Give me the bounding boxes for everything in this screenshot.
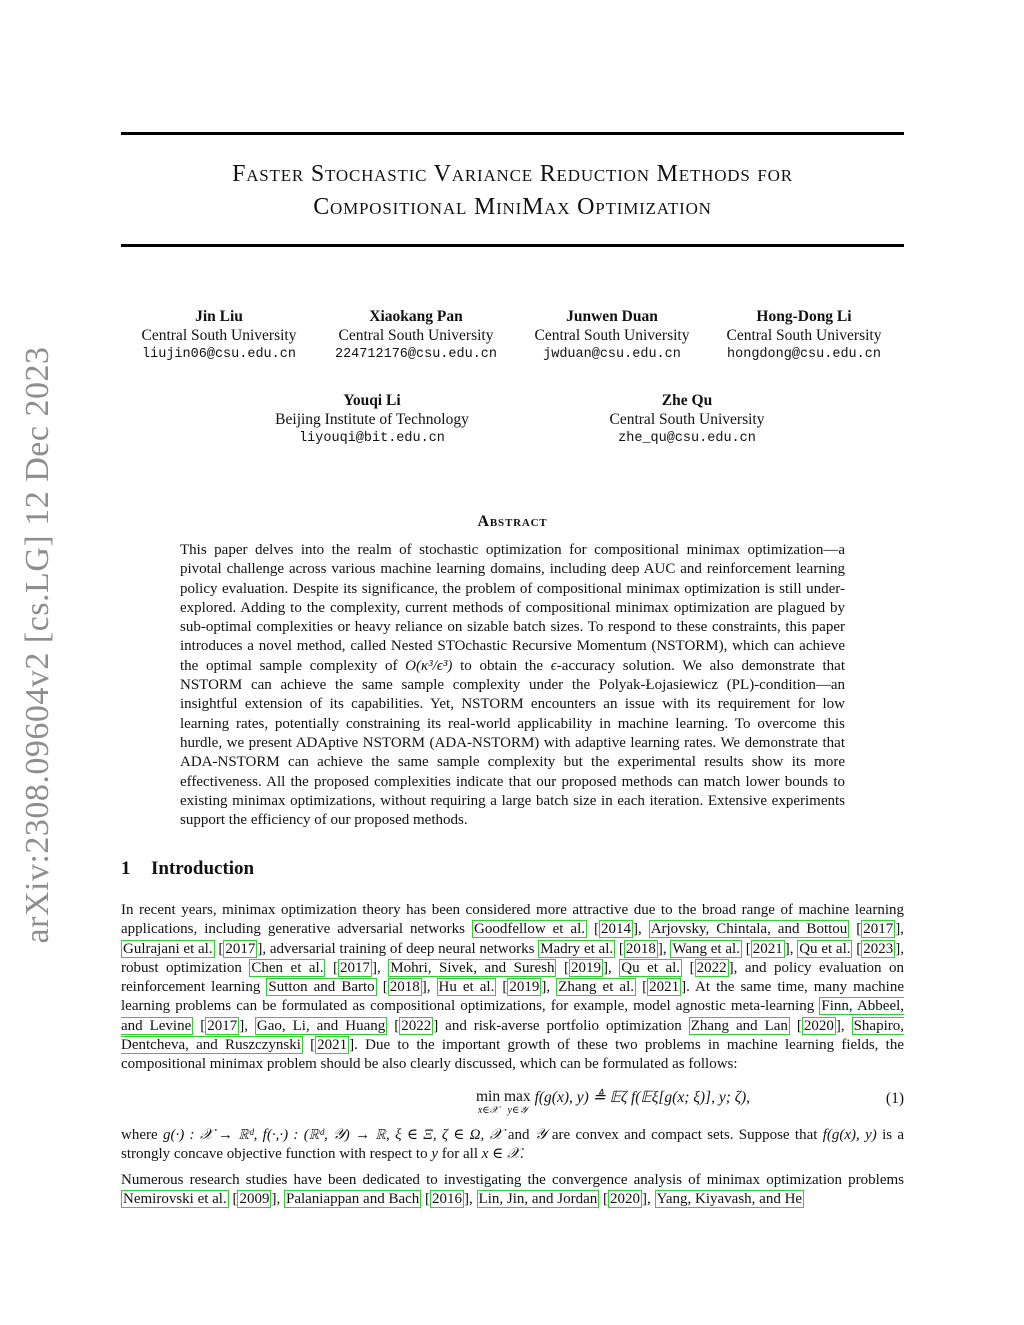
citation-link[interactable]: Wang et al. [672,940,740,957]
citation-year[interactable]: 2017 [863,921,894,938]
author-name: Youqi Li [343,392,401,409]
author-name: Zhe Qu [661,392,713,409]
citation-year[interactable]: 2020 [803,1017,834,1034]
citation-link[interactable]: Zhang and Lan [690,1017,788,1034]
citation-year[interactable]: 2021 [649,979,680,996]
citation-link[interactable]: Gulrajani et al. [123,940,213,957]
citation-link[interactable]: Lin, Jin, and Jordan [478,1191,598,1208]
citation-year[interactable]: 2021 [317,1037,348,1054]
equation-rhs: f(g(x), y) ≜ 𝔼ζ f(𝔼ξ[g(x; ξ)], y; ζ), [534,1089,751,1106]
author-name: Junwen Duan [566,308,658,325]
citation-year[interactable]: 2014 [600,921,631,938]
abstract-part: to obtain the [460,657,544,674]
abstract-text [180,541,845,830]
arxiv-identifier: arXiv:2308.09604v2 [cs.LG] 12 Dec 2023 [19,346,56,944]
citation-link[interactable]: Goodfellow et al. [474,921,585,938]
citation-link[interactable]: Shapiro, Dentcheva, and Ruszczynski [121,1017,905,1054]
citation-link[interactable]: Nemirovski et al. [123,1191,227,1208]
citation-year[interactable]: 2018 [625,940,656,957]
author-email[interactable]: jwduan@csu.edu.cn [543,347,681,362]
author-affiliation: Central South University [534,327,690,344]
author-affiliation: Central South University [338,327,494,344]
citation-year[interactable]: 2017 [207,1017,238,1034]
citation-year[interactable]: 2016 [432,1191,463,1208]
citation-year[interactable]: 2019 [509,979,540,996]
citation-year[interactable]: 2017 [225,940,256,957]
citation-year[interactable]: 2020 [610,1191,641,1208]
min-subscript: x∈𝒳 [477,1105,499,1116]
epsilon-symbol: ϵ [550,657,557,674]
complexity-formula: O(κ³/ϵ³) [405,657,453,674]
citation-link[interactable]: Mohri, Sivek, and Suresh [390,959,555,976]
citation-link[interactable]: Gao, Li, and Huang [256,1017,386,1034]
author-name: Jin Liu [195,308,243,325]
author-block [704,307,904,364]
citation-link[interactable]: Finn, Abbeel, and Levine [121,998,905,1034]
equation-1 [121,1088,904,1118]
author-block [512,307,712,364]
author-email[interactable]: zhe_qu@csu.edu.cn [618,431,756,446]
title-line-2: Compositional MiniMax Optimization [313,194,712,220]
citation-year[interactable]: 2017 [340,959,370,976]
citation-link[interactable]: Chen et al. [251,959,324,976]
intro-paragraph-1: In recent years, minimax optimization theory has been considered more attractive due to the broad range of machine learning applications, including generative adversarial networks Goodfellow et al. [ 2014 ], Arjovsky, Chintala, and Bottou [ 2017 ], Gulrajani et al. [ 2017 ], adversarial training of deep neural networks Madry et al. [ 2018 ], Wang et al. [ 2021 ], Qu et al. [ 2023 ], robust optimization Chen et al. [ 2017 ], Mohri, Sivek, and Suresh [ 2019 ], Qu et al. [ 2022 ], and policy evaluation on reinforcement learning Sutton and Barto [ 2018 ], Hu et al. [ 2019 ], Zhang et al. [ 2021 ]. At the same time, many machine learning problems can be formulated as compositional optimizations, for example, model agnostic meta-learning Finn, Abbeel, and Levine [ 2017 ], Gao, Li, and Huang [ 2022 ] and risk-averse portfolio optimization Zhang and Lan [ 2020 ], Shapiro, Dentcheva, and Ruszczynski [ 2021 ]. Due to the important growth of these two problems in machine learning fields, the compositional minimax problem should be also clearly discussed, which can be formulated as follows: [121,902,905,1073]
citation-link[interactable]: Palaniappan and Bach [285,1191,420,1208]
author-affiliation: Central South University [609,411,765,428]
author-block [119,307,319,364]
author-email[interactable]: hongdong@csu.edu.cn [727,347,881,362]
equation-number: (1) [885,1090,904,1107]
author-email[interactable]: liujin06@csu.edu.cn [142,347,296,362]
citation-year[interactable]: 2022 [401,1017,432,1034]
author-affiliation: Central South University [141,327,297,344]
citation-link[interactable]: Madry et al. [540,940,614,957]
title-bottom-rule [121,244,904,247]
section-title: Introduction [151,858,255,879]
citation-year[interactable]: 2019 [571,959,601,976]
author-name: Xiaokang Pan [369,308,463,325]
author-name: Hong-Dong Li [756,308,852,325]
title-top-rule [121,132,904,135]
intro-paragraph-3: Numerous research studies have been dedicated to investigating the convergence analysis of minimax optimization problems Nemirovski et al. [ 2009 ], Palaniappan and Bach [ 2016 ], Lin, Jin, and Jordan [ 2020 ], Yang, Kiyavash, and He [121,1172,904,1208]
max-operator: max [504,1088,531,1105]
citation-year[interactable]: 2022 [696,959,727,976]
author-affiliation: Beijing Institute of Technology [275,411,469,428]
author-block [257,391,487,448]
citation-year[interactable]: 2023 [863,940,894,957]
equation-formula [476,1088,750,1124]
citation-link[interactable]: Yang, Kiyavash, and He [656,1191,803,1208]
author-affiliation: Central South University [726,327,882,344]
citation-year[interactable]: 2009 [239,1191,270,1208]
abstract-heading: Abstract [477,513,548,530]
min-operator: min [476,1088,501,1105]
intro-paragraph-2: where g(·) : 𝒳 → ℝᵈ, f(·,·) : (ℝᵈ, 𝒴) → ℝ, ξ ∈ Ξ, ζ ∈ Ω, 𝒳 and 𝒴 are convex and compact sets. Suppose that f(g(x), y) is a strongly concave objective function with respect to y for all x ∈ 𝒳. [121,1127,905,1163]
citation-link[interactable]: Qu et al. [799,940,851,957]
citation-link[interactable]: Sutton and Barto [268,979,375,996]
author-email[interactable]: liyouqi@bit.edu.cn [299,431,445,446]
abstract-part: -accuracy solution. We also demonstrate that NSTORM can achieve the same sample complexity under the Polyak-Łojasiewicz (PL)-condition—an insightful extension of its capabilities. Yet, NSTORM encounters an issue with its requirement for low learning rates, potentially constraining its real-world applicability in machine learning. To overcome this hurdle, we present ADAptive NSTORM (ADA-NSTORM) with adaptive learning rates. We demonstrate that ADA-NSTORM can achieve the same sample complexity but the experimental results show its more effectiveness. All the proposed complexities indicate that our proposed methods can match lower bounds to existing minimax optimizations, without requiring a large batch size in each iteration. Extensive experiments support the efficiency of our proposed methods. [180,657,846,829]
title-line-1: Faster Stochastic Variance Reduction Methods for [232,161,793,187]
citation-link[interactable]: Hu et al. [438,979,495,996]
author-block [316,307,516,364]
section-number: 1 [121,858,131,879]
citation-link[interactable]: Zhang et al. [558,979,635,996]
citation-link[interactable]: Qu et al. [621,959,681,976]
citation-year[interactable]: 2021 [752,940,783,957]
citation-link[interactable]: Arjovsky, Chintala, and Bottou [650,921,848,938]
max-subscript: y∈𝒴 [507,1105,528,1116]
citation-year[interactable]: 2018 [389,979,420,996]
abstract-part: This paper delves into the realm of stochastic optimization for compositional minimax optimization—a pivotal challenge across various machine learning domains, including deep AUC and reinforcement learning policy evaluation. Despite its significance, the problem of compositional minimax optimization is still under-explored. Adding to the complexity, current methods of compositional minimax optimization are plagued by sub-optimal complexities or heavy reliance on sizable batch sizes. To respond to these constraints, this paper introduces a novel method, called Nested STOchastic Recursive Momentum (NSTORM), which can achieve the optimal sample complexity of [180,542,845,674]
section-heading [121,858,254,880]
author-block [587,391,787,448]
paper-title [121,158,904,224]
author-email[interactable]: 224712176@csu.edu.cn [334,347,498,362]
